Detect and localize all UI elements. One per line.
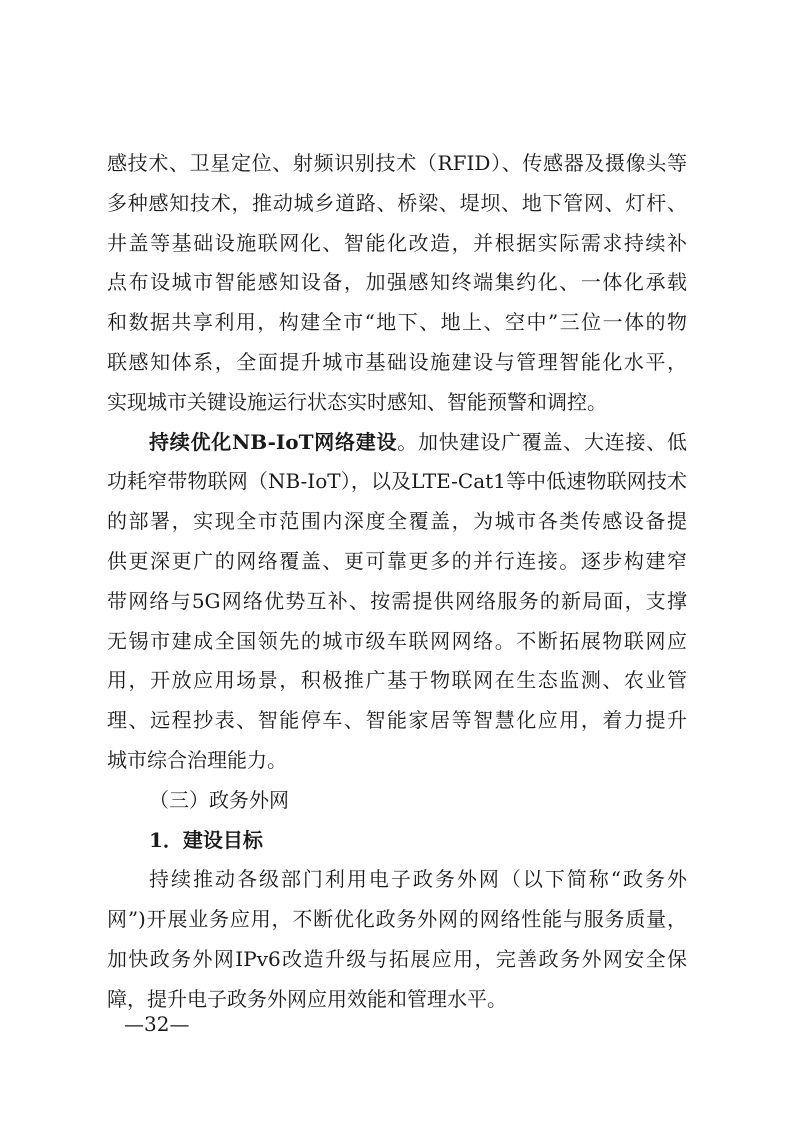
paragraph-line: 实现城市关键设施运行状态实时感知、智能预警和调控。	[107, 389, 607, 414]
page-number: —32—	[124, 1012, 190, 1036]
paragraph-line: 的部署，实现全市范围内深度全覆盖，为城市各类传感设备提	[107, 509, 687, 534]
section-heading: （三）政务外网	[149, 787, 289, 812]
paragraph-line: 感技术、卫星定位、射频识别技术（RFID）、传感器及摄像头等	[107, 151, 687, 175]
paragraph-line: 城市综合治理能力。	[107, 747, 287, 772]
paragraph-line: 用，开放应用场景，积极推广基于物联网在生态监测、农业管	[107, 668, 687, 693]
paragraph-line: 功耗窄带物联网（NB-IoT），以及LTE-Cat1等中低速物联网技术	[107, 469, 687, 494]
paragraph-line: 无锡市建成全国领先的城市级车联网网络。不断拓展物联网应	[107, 628, 687, 653]
paragraph-line: 多种感知技术，推动城乡道路、桥梁、堤坝、地下管网、灯杆、	[107, 190, 687, 215]
paragraph-line: 障，提升电子政务外网应用效能和管理水平。	[107, 986, 507, 1011]
paragraph-line: 带网络与5G网络优势互补、按需提供网络服务的新局面，支撑	[107, 588, 687, 613]
paragraph-line: 理、远程抄表、智能停车、智能家居等智慧化应用，着力提升	[107, 708, 687, 733]
paragraph-first-line: 持续推动各级部门利用电子政务外网（以下简称“政务外	[149, 867, 687, 892]
paragraph-line: 井盖等基础设施联网化、智能化改造，并根据实际需求持续补	[107, 230, 687, 255]
paragraph-line: 供更深更广的网络覆盖、更可靠更多的并行连接。逐步构建窄	[107, 548, 687, 573]
body-text	[107, 144, 687, 1020]
paragraph-line: 和数据共享利用，构建全市“地下、地上、空中”三位一体的物	[107, 310, 687, 335]
subsection-heading: 1．建设目标	[149, 827, 263, 852]
paragraph-first-line	[107, 423, 687, 463]
paragraph-line: 点布设城市智能感知设备，加强感知终端集约化、一体化承载	[107, 270, 687, 295]
paragraph-line: 联感知体系，全面提升城市基础设施建设与管理智能化水平，	[107, 349, 687, 374]
paragraph-lead-rest: 。加快建设广覆盖、大连接、低	[397, 429, 688, 454]
paragraph-line: 加快政务外网IPv6改造升级与拓展应用，完善政务外网安全保	[107, 946, 687, 971]
paragraph-lead-bold: 持续优化NB-IoT网络建设	[149, 429, 398, 454]
paragraph-line: 网”)开展业务应用，不断优化政务外网的网络性能与服务质量，	[107, 907, 687, 932]
